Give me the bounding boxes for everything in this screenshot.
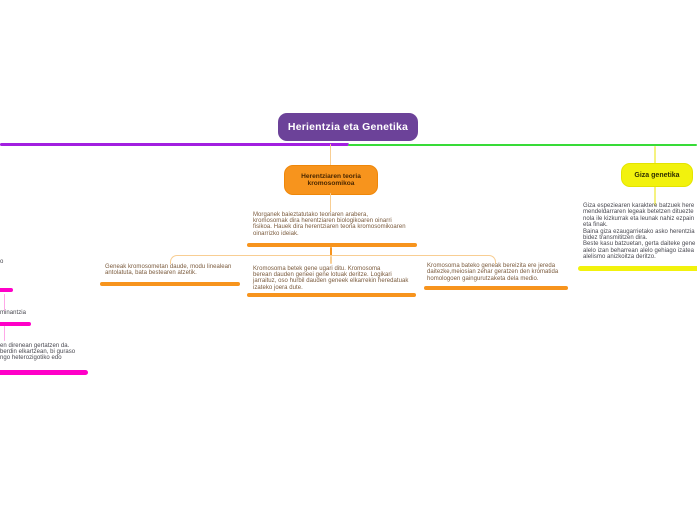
right-branch-note-underline [578, 266, 697, 271]
subtopic-3-underline [424, 286, 568, 290]
center-branch-note[interactable]: Morganek baieztatutako teoriaren arabera, kromosomak dira herentziaren biologikoaren oinarri fisikoa. Hauek dira herentziaren teoria kromosomikoaren oinarrizko ideiak. [253, 211, 406, 237]
root-topic-label: Herientzia eta Genetika [287, 121, 409, 133]
topic-herentziaren-teoria[interactable] [284, 165, 378, 195]
subtopic-1-underline [100, 282, 240, 286]
left-dominance-fragment[interactable]: minantzia [0, 310, 27, 316]
left-branch-word-fragment[interactable]: o [0, 258, 4, 265]
root-topic[interactable] [278, 113, 418, 141]
left-fragment-underline [0, 288, 13, 292]
topic-giza-genetika[interactable] [621, 163, 693, 187]
left-branch-line [0, 143, 349, 146]
center-branch-drop-line [330, 144, 332, 166]
left-dominance-underline [0, 322, 31, 327]
children-connector-middle-drop [330, 256, 332, 264]
subtopic-2-underline [247, 293, 416, 297]
right-topic-drop-line [654, 146, 656, 164]
subtopic-geneak-kromosometan[interactable]: Geneak kromosometan daude, modu linealean antolatuta, bata bestearen atzetik. [105, 263, 232, 276]
center-note-drop-line [330, 193, 332, 212]
subtopic-gene-lotuak[interactable]: Kromosoma betek gene ugari ditu. Kromosoma berean dauden geneei gene lotuak deritze. Logikari jarraituz, oso hurbil dauden geneek elkarrekin heredatuak izateko joera dute. [253, 265, 409, 291]
left-connector-lower [4, 326, 6, 341]
center-branch-note-underline [247, 243, 417, 248]
left-connector-upper [4, 294, 6, 311]
right-branch-note[interactable]: Giza espeziearen karaktere batzuek here mendeldarraren legeak betetzen dituezte nola ile kizkurrak eta leunak nahiz ezpain eta finak. Baina giza ezaugarrietako asko herentzia bidez transmititzen dira. Beste kasu batzuetan, gerta daiteke gene alelo izan beharrean alelo gehiago izatea alelismo anizkoitza deritzo. [583, 203, 696, 261]
right-branch-line [348, 144, 697, 146]
subtopic-gaingurutzaketa[interactable]: Kromosoma bateko geneak bereizita ere jereda daitezke,meiosian zehar geratzen den kromatida homologoen gaingurutzaketa dela medio. [427, 263, 559, 282]
topic-herentziaren-teoria-label: Herentziaren teoria kromosomikoa [301, 172, 361, 187]
left-branch-note[interactable]: en direnean gertatzen da. berdin elkartzean, bi guraso ngo heterozigotiko edo [0, 342, 76, 362]
left-branch-note-underline [0, 370, 88, 375]
topic-giza-genetika-label: Giza genetika [634, 171, 680, 179]
